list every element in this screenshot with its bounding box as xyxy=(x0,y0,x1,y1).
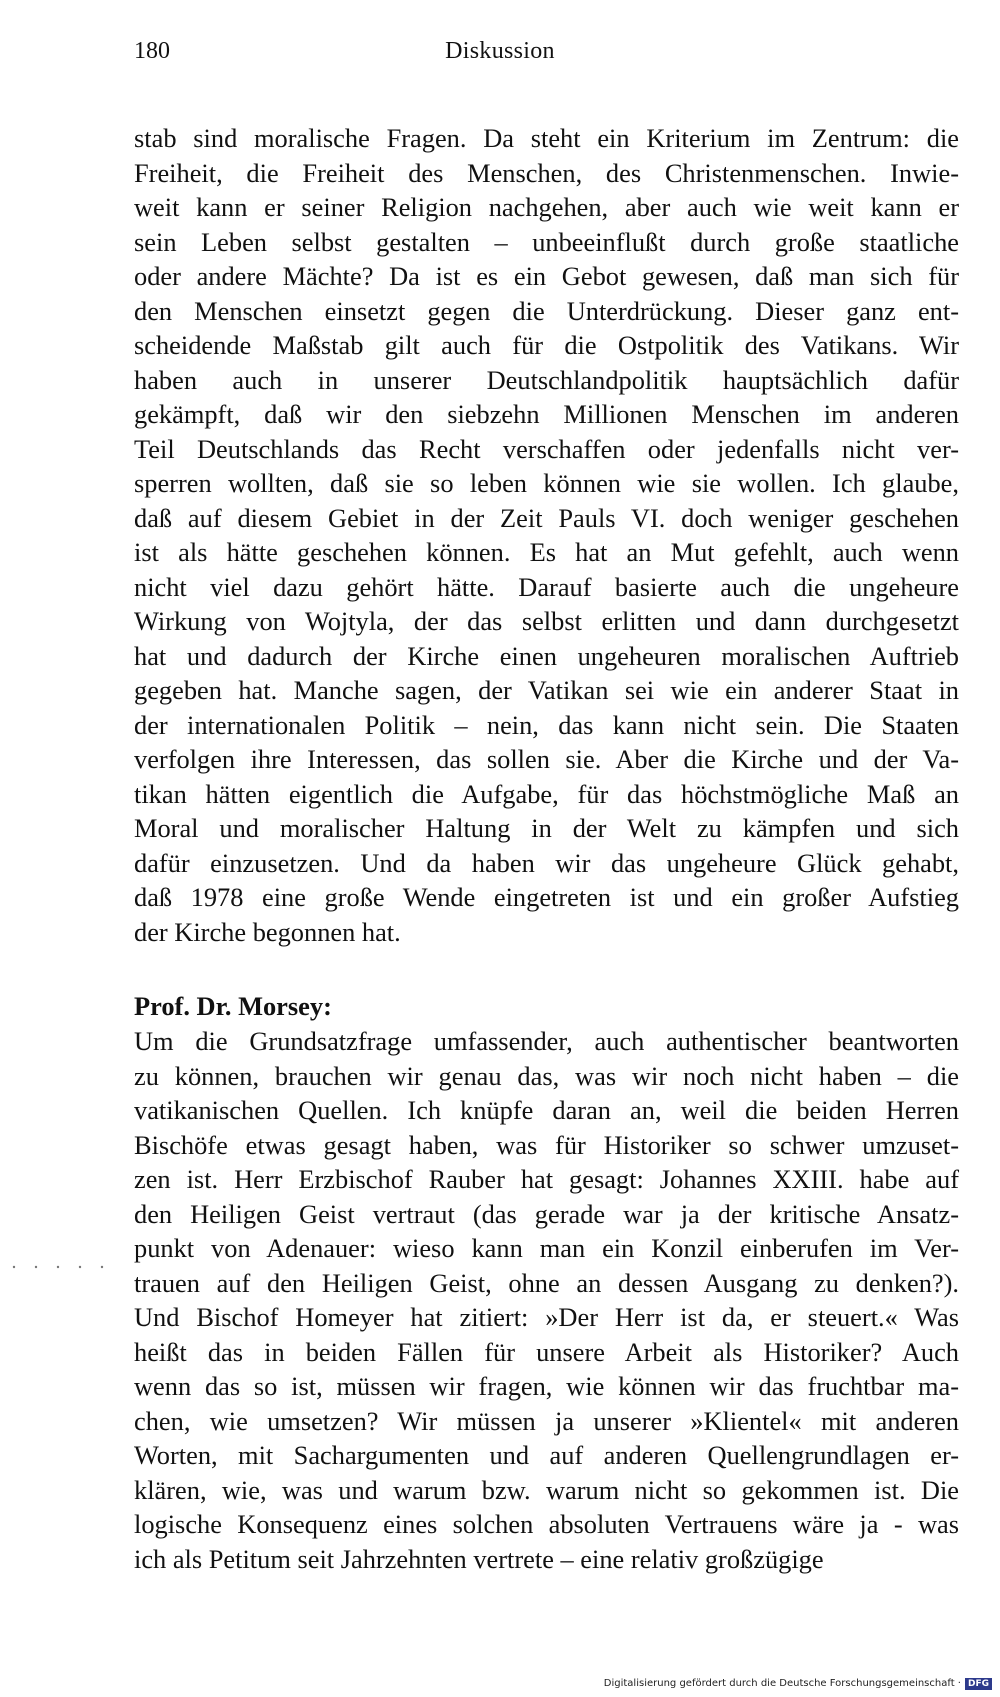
text-line: logische Konsequenz eines solchen absoluten Vertrauens wäre ja - was xyxy=(134,1509,959,1539)
text-line: tikan hätten eigentlich die Aufgabe, für das höchstmögliche Maß an xyxy=(134,778,959,809)
text-line: stab sind moralische Fragen. Da steht ein Kriterium im Zentrum: die xyxy=(134,123,959,153)
dfg-logo: DFG xyxy=(965,1678,992,1690)
speaker-heading: Prof. Dr. Morsey: xyxy=(134,991,332,1021)
text-line: oder andere Mächte? Da ist es ein Gebot gewesen, daß man sich für xyxy=(134,261,959,291)
text-line: der Kirche begonnen hat. xyxy=(134,916,401,947)
text-line: scheidende Maßstab gilt auch für die Ostpolitik des Vatikans. Wir xyxy=(134,330,959,360)
text-line: Bischöfe etwas gesagt haben, was für Historiker so schwer umzuset- xyxy=(134,1129,959,1160)
margin-marks xyxy=(6,1262,126,1272)
text-line: Moral und moralischer Haltung in der Welt zu kämpfen und sich xyxy=(134,813,959,843)
text-line: sein Leben selbst gestalten – unbeeinflußt durch große staatliche xyxy=(134,226,959,257)
text-line: vatikanischen Quellen. Ich knüpfe daran an, weil die beiden Herren xyxy=(134,1095,959,1125)
text-line: daß auf diesem Gebiet in der Zeit Pauls VI. doch weniger geschehen xyxy=(134,502,959,533)
footer-credit: Digitalisierung gefördert durch die Deutsche Forschungsgemeinschaft · xyxy=(603,1678,961,1689)
text-line: punkt von Adenauer: wieso kann man ein Konzil einberufen im Ver- xyxy=(134,1233,959,1263)
text-line: haben auch in unserer Deutschlandpolitik hauptsächlich dafür xyxy=(134,364,959,395)
text-line: zu können, brauchen wir genau das, was wir noch nicht haben – die xyxy=(134,1060,959,1091)
text-line: hat und dadurch der Kirche einen ungeheuren moralischen Auftrieb xyxy=(134,640,959,671)
text-line: Wirkung von Wojtyla, der das selbst erlitten und dann durchgesetzt xyxy=(134,606,959,636)
text-line: Worten, mit Sachargumenten und auf anderen Quellengrundlagen er- xyxy=(134,1440,959,1470)
running-title: Diskussion xyxy=(445,38,555,64)
text-line: zen ist. Herr Erzbischof Rauber hat gesagt: Johannes XXIII. habe auf xyxy=(134,1164,959,1194)
text-line: wenn das so ist, müssen wir fragen, wie können wir das fruchtbar ma- xyxy=(134,1371,959,1401)
text-line: Um die Grundsatzfrage umfassender, auch authentischer beantworten xyxy=(134,1026,959,1056)
page-number: 180 xyxy=(134,38,170,64)
text-line: der internationalen Politik – nein, das kann nicht sein. Die Staaten xyxy=(134,709,959,740)
text-line: Und Bischof Homeyer hat zitiert: »Der Herr ist da, er steuert.« Was xyxy=(134,1302,959,1332)
text-line: gekämpft, daß wir den siebzehn Millionen Menschen im anderen xyxy=(134,399,959,429)
text-line: daß 1978 eine große Wende eingetreten ist und ein großer Aufstieg xyxy=(134,882,959,912)
text-line: klären, wie, was und warum bzw. warum nicht so gekommen ist. Die xyxy=(134,1474,959,1505)
text-line: Freiheit, die Freiheit des Menschen, des Christenmenschen. Inwie- xyxy=(134,157,959,188)
text-line: den Heiligen Geist vertraut (das gerade war ja der kritische Ansatz- xyxy=(134,1198,959,1229)
text-line: Teil Deutschlands das Recht verschaffen oder jedenfalls nicht ver- xyxy=(134,433,959,464)
digitization-footer xyxy=(604,1677,992,1691)
text-line: den Menschen einsetzt gegen die Unterdrückung. Dieser ganz ent- xyxy=(134,295,959,326)
text-line: sperren wollten, daß sie so leben können wie sie wollen. Ich glaube, xyxy=(134,468,959,498)
text-line: trauen auf den Heiligen Geist, ohne an dessen Ausgang zu denken?). xyxy=(134,1267,959,1298)
text-line: chen, wie umsetzen? Wir müssen ja unserer »Klientel« mit anderen xyxy=(134,1405,959,1436)
paragraph-morsey-text xyxy=(134,1024,959,1576)
paragraph-main-text xyxy=(134,121,959,949)
text-line: weit kann er seiner Religion nachgehen, aber auch wie weit kann er xyxy=(134,192,959,222)
text-line: ich als Petitum seit Jahrzehnten vertrete – eine relativ großzügige xyxy=(134,1543,824,1574)
text-line: gegeben hat. Manche sagen, der Vatikan sei wie ein anderer Staat in xyxy=(134,675,959,705)
text-line: heißt das in beiden Fällen für unsere Arbeit als Historiker? Auch xyxy=(134,1336,959,1367)
text-line: nicht viel dazu gehört hätte. Darauf basierte auch die ungeheure xyxy=(134,571,959,602)
text-line: verfolgen ihre Interessen, das sollen sie. Aber die Kirche und der Va- xyxy=(134,744,959,774)
text-line: ist als hätte geschehen können. Es hat an Mut gefehlt, auch wenn xyxy=(134,537,959,567)
text-line: dafür einzusetzen. Und da haben wir das ungeheure Glück gehabt, xyxy=(134,847,959,878)
